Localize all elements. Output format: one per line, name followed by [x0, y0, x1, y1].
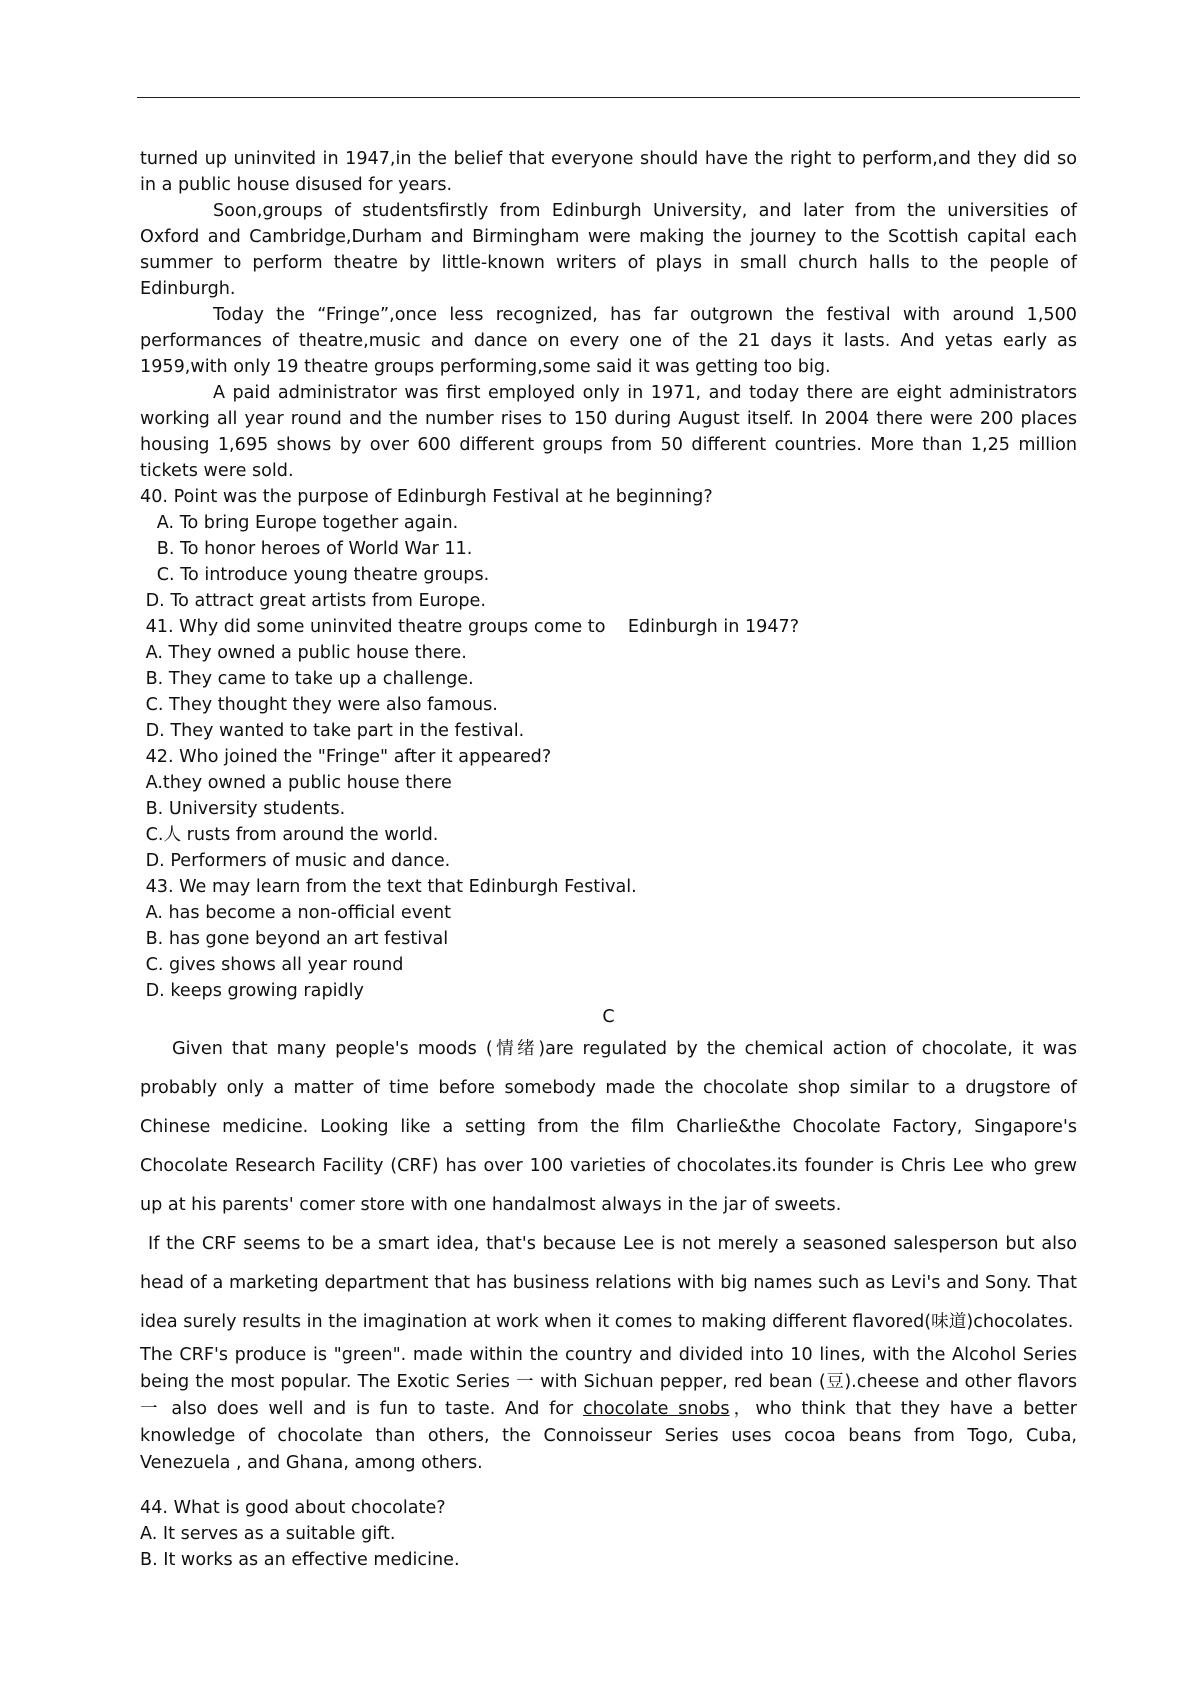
spacer: [140, 1477, 1077, 1495]
option-b: B. University students.: [140, 799, 346, 819]
passage-c-paragraph-3: [140, 1342, 1077, 1477]
question-44: [140, 1495, 1077, 1573]
option-c: C. gives shows all year round: [140, 955, 404, 975]
option-a: A. It serves as a suitable gift.: [140, 1524, 396, 1544]
option-b: B. has gone beyond an art festival: [140, 929, 449, 949]
option-d: D. They wanted to take part in the festival.: [140, 721, 525, 741]
option-c: C. To introduce young theatre groups.: [140, 565, 490, 585]
question-stem: 42. Who joined the "Fringe" after it appeared?: [140, 747, 552, 767]
question-stem: 43. We may learn from the text that Edinburgh Festival.: [140, 877, 637, 897]
passage-c-text: The CRF's produce is "green". made within the country and divided into 10 lines, with the Alcohol Series being the most popular. The Exotic Series 一 with Sichuan pepper, red bean (豆).cheese and other flavors 一 also does well and is fun to taste. And for: [140, 1345, 1077, 1419]
option-a: A. has become a non-official event: [140, 903, 452, 923]
option-c: C. They thought they were also famous.: [140, 695, 498, 715]
underlined-phrase: chocolate snobs: [583, 1399, 730, 1419]
option-b: B. To honor heroes of World War 11.: [140, 539, 473, 559]
passage-b-paragraph-3: Today the “Fringe”,once less recognized, has far outgrown the festival with around 1,500 performances of theatre,music and dance on every one of the 21 days it lasts. And yetas early as 1959,with only 19 theatre groups performing,some said it was getting too big.: [140, 305, 1077, 377]
option-a: A. To bring Europe together again.: [140, 513, 459, 533]
question-stem: 40. Point was the purpose of Edinburgh Festival at he beginning?: [140, 487, 713, 507]
option-d: D. To attract great artists from Europe.: [140, 591, 486, 611]
option-d: D. keeps growing rapidly: [140, 981, 364, 1001]
question-stem: 44. What is good about chocolate?: [140, 1498, 446, 1518]
option-a: A. They owned a public house there.: [140, 643, 467, 663]
option-d: D. Performers of music and dance.: [140, 851, 451, 871]
passage-b-paragraph-1: turned up uninvited in 1947,in the belief that everyone should have the right to perform,and they did so in a public house disused for years.: [140, 149, 1077, 195]
question-41: [140, 614, 1077, 744]
document-body: [140, 146, 1077, 1573]
passage-c-paragraph-2: If the CRF seems to be a smart idea, that's because Lee is not merely a seasoned salesperson but also head of a marketing department that has business relations with big names such as Levi's and Sony. That idea surely results in the imagination at work when it comes to making different flavored(味道)chocolates.: [140, 1234, 1077, 1332]
passage-c-text: ，who think that they have a better knowledge of chocolate than others, the Connoisseur Series uses cocoa beans from Togo, Cuba, Venezuela , and Ghana, among others.: [140, 1399, 1077, 1473]
header-rule: [137, 97, 1080, 98]
passage-b-paragraph-2: Soon,groups of studentsfirstly from Edinburgh University, and later from the universities of Oxford and Cambridge,Durham and Birmingham were making the journey to the Scottish capital each summer to perform theatre by little-known writers of plays in small church halls to the people of Edinburgh.: [140, 201, 1077, 299]
option-c: C.人 rusts from around the world.: [140, 825, 439, 845]
question-40: [140, 484, 1077, 614]
passage-b-paragraph-4: A paid administrator was first employed only in 1971, and today there are eight administrators working all year round and the number rises to 150 during August itself. In 2004 there were 200 places housing 1,695 shows by over 600 different groups from 50 different countries. More than 1,25 million tickets were sold.: [140, 383, 1077, 481]
option-b: B. They came to take up a challenge.: [140, 669, 474, 689]
question-43: [140, 874, 1077, 1004]
question-stem: 41. Why did some uninvited theatre groups come to Edinburgh in 1947?: [140, 617, 800, 637]
section-c-heading: C: [602, 1007, 615, 1027]
option-a: A.they owned a public house there: [140, 773, 452, 793]
passage-c-paragraph-1: Given that many people's moods (情绪)are regulated by the chemical action of chocolate, it was probably only a matter of time before somebody made the chocolate shop similar to a drugstore of Chinese medicine. Looking like a setting from the film Charlie&the Chocolate Factory, Singapore's Chocolate Research Facility (CRF) has over 100 varieties of chocolates.its founder is Chris Lee who grew up at his parents' comer store with one handalmost always in the jar of sweets.: [140, 1039, 1077, 1215]
question-42: [140, 744, 1077, 874]
option-b: B. It works as an effective medicine.: [140, 1550, 460, 1570]
